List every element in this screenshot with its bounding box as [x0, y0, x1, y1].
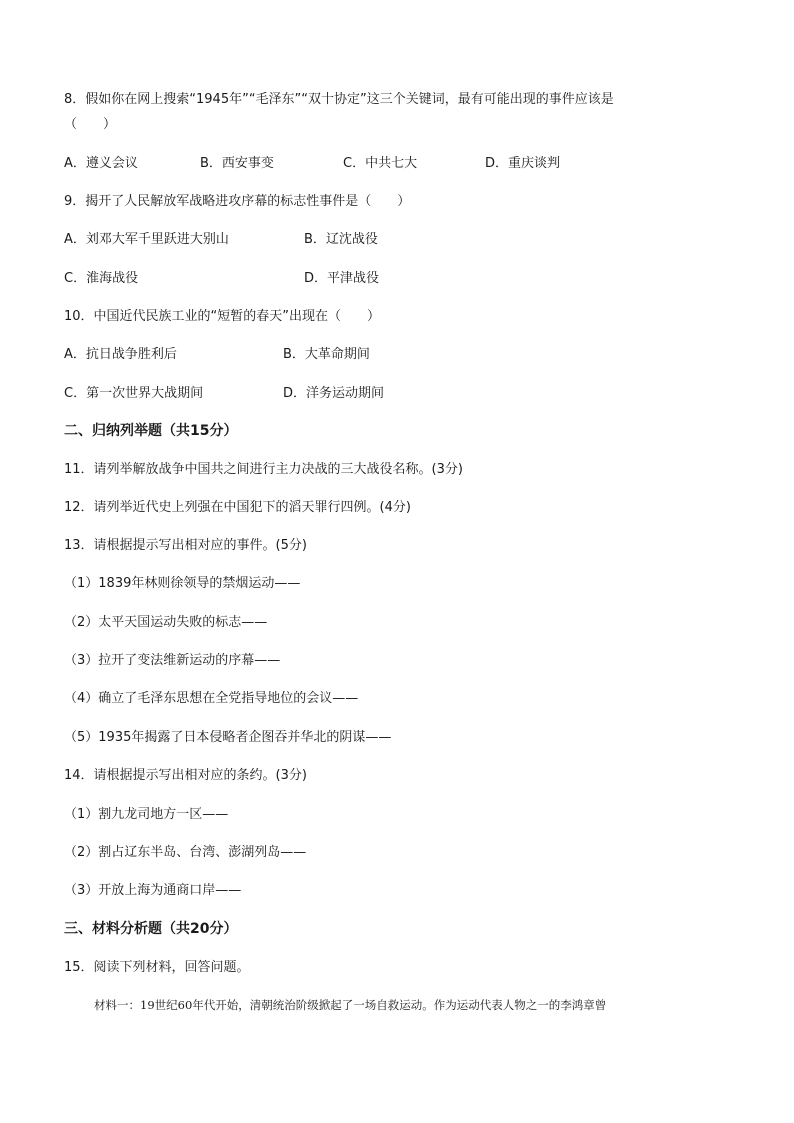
- question-9-option-b: B．辽沈战役: [304, 232, 378, 247]
- question-13-item-3: （3）拉开了变法维新运动的序幕——: [64, 653, 281, 668]
- question-14-stem: 14．请根据提示写出相对应的条约。(3分): [64, 768, 307, 783]
- question-10-option-b: B．大革命期间: [283, 347, 370, 362]
- section-2-heading: 二、归纳列举题（共15分）: [64, 423, 238, 439]
- section-3-heading: 三、材料分析题（共20分）: [64, 921, 238, 937]
- question-15-material-1: 材料一：19世纪60年代开始，清朝统治阶级掀起了一场自救运动。作为运动代表人物之一的李鸿章曾: [94, 998, 607, 1012]
- question-15-stem: 15．阅读下列材料，回答问题。: [64, 960, 250, 975]
- question-13-item-1: （1）1839年林则徐领导的禁烟运动——: [64, 576, 301, 591]
- question-9-option-a: A．刘邓大军千里跃进大别山: [64, 232, 229, 247]
- question-8-option-d: D．重庆谈判: [485, 156, 561, 171]
- question-12-stem: 12．请列举近代史上列强在中国犯下的滔天罪行四例。(4分): [64, 500, 411, 515]
- question-10-option-d: D．洋务运动期间: [283, 386, 385, 401]
- question-8-option-b: B．西安事变: [200, 156, 274, 171]
- question-14-item-3: （3）开放上海为通商口岸——: [64, 883, 242, 898]
- question-13-stem: 13．请根据提示写出相对应的事件。(5分): [64, 538, 307, 553]
- question-9-stem: 9．揭开了人民解放军战略进攻序幕的标志性事件是（ ）: [64, 194, 411, 209]
- question-14-item-2: （2）割占辽东半岛、台湾、澎湖列岛——: [64, 845, 307, 860]
- question-8-answer-blank: （ ）: [64, 117, 117, 132]
- question-9-option-c: C．淮海战役: [64, 271, 139, 286]
- question-10-stem: 10．中国近代民族工业的“短暂的春天”出现在（ ）: [64, 309, 381, 324]
- question-13-item-5: （5）1935年揭露了日本侵略者企图吞并华北的阴谋——: [64, 730, 392, 745]
- question-10-option-a: A．抗日战争胜利后: [64, 347, 177, 362]
- question-9-option-d: D．平津战役: [304, 271, 380, 286]
- question-13-item-2: （2）太平天国运动失败的标志——: [64, 615, 268, 630]
- question-13-item-4: （4）确立了毛泽东思想在全党指导地位的会议——: [64, 691, 359, 706]
- question-8-option-a: A．遵义会议: [64, 156, 138, 171]
- question-8-option-c: C．中共七大: [343, 156, 418, 171]
- question-11-stem: 11．请列举解放战争中国共之间进行主力决战的三大战役名称。(3分): [64, 462, 463, 477]
- question-8-stem: 8．假如你在网上搜索“1945年”“毛泽东”“双十协定”这三个关键词，最有可能出现的事件应该是: [64, 92, 614, 107]
- question-10-option-c: C．第一次世界大战期间: [64, 386, 204, 401]
- question-14-item-1: （1）割九龙司地方一区——: [64, 807, 229, 822]
